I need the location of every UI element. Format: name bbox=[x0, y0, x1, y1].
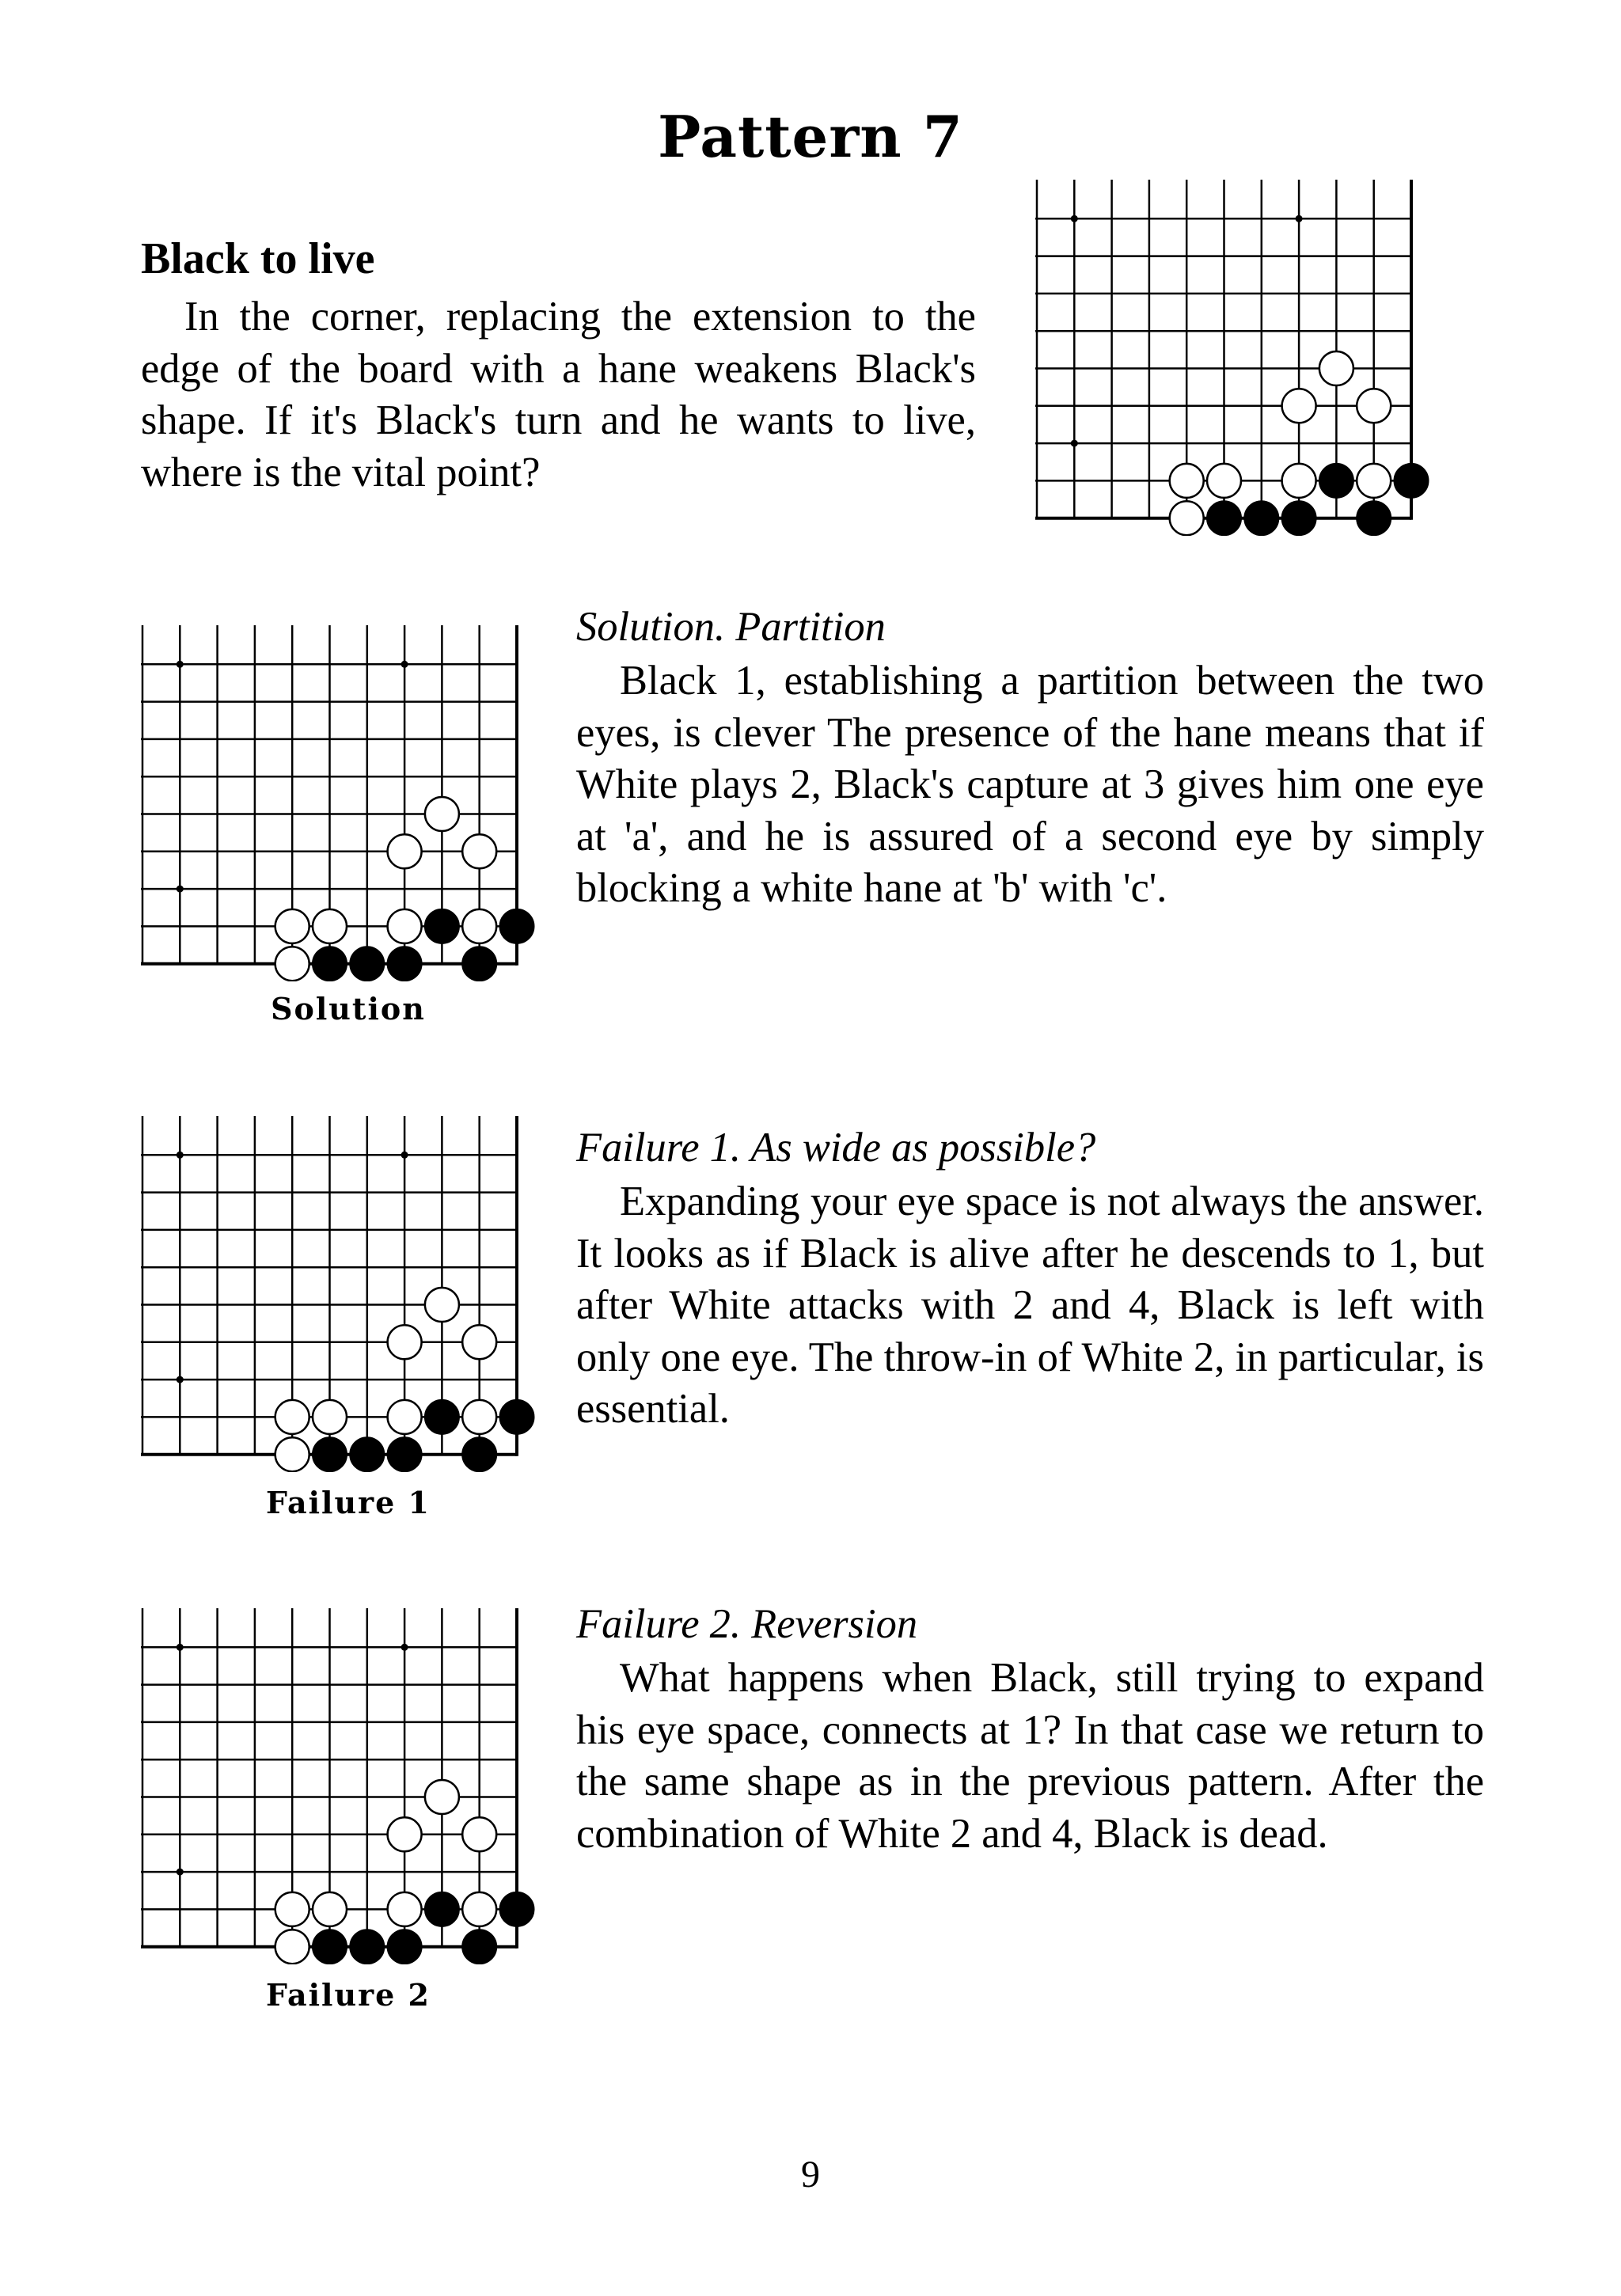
black-stone bbox=[388, 1437, 422, 1471]
go-diagram-failure-2 bbox=[141, 1608, 560, 1964]
black-stone bbox=[500, 1400, 534, 1434]
white-stone bbox=[275, 1437, 309, 1471]
black-stone bbox=[425, 1400, 459, 1434]
star-point bbox=[401, 661, 408, 668]
black-stone bbox=[1357, 501, 1391, 535]
caption-failure-1: Failure 1 bbox=[266, 1485, 431, 1520]
white-stone bbox=[462, 909, 496, 943]
section-text-failure-2: What happens when Black, still trying to expand his eye space, connects at 1? In that case we return to the same shape as in the previous pattern. After the combination of White 2 and 4, Black is dead. bbox=[576, 1655, 1484, 1857]
black-stone bbox=[350, 1437, 384, 1471]
white-stone bbox=[1282, 389, 1316, 423]
black-stone bbox=[425, 1892, 459, 1926]
section-text-failure-1: Expanding your eye space is not always the answer. It looks as if Black is alive after he descends to 1, but after White attacks with 2 and 4, Black is left with only one eye. The throw-in of White 2, in particular, is essential. bbox=[576, 1178, 1484, 1432]
star-point bbox=[177, 661, 184, 668]
star-point bbox=[401, 1644, 408, 1651]
go-diagram-problem bbox=[1035, 180, 1455, 536]
star-point bbox=[177, 1644, 184, 1651]
caption-solution: Solution bbox=[271, 991, 426, 1027]
star-point bbox=[1071, 440, 1078, 447]
black-stone bbox=[500, 909, 534, 943]
black-stone bbox=[425, 909, 459, 943]
black-stone bbox=[1207, 501, 1241, 535]
page-number: 9 bbox=[801, 2154, 820, 2195]
problem-text: In the corner, replacing the extension to the edge of the board with a hane weakens Black's shape. If it's Black's turn and he wants to live, where is the vital point? bbox=[141, 294, 976, 495]
black-stone bbox=[350, 1930, 384, 1964]
white-stone bbox=[1207, 464, 1241, 498]
white-stone bbox=[1170, 501, 1204, 535]
go-diagram-failure-1 bbox=[141, 1116, 560, 1472]
white-stone bbox=[275, 1930, 309, 1964]
white-stone bbox=[425, 1288, 459, 1322]
white-stone bbox=[275, 1400, 309, 1434]
star-point bbox=[177, 1376, 184, 1383]
black-stone bbox=[500, 1892, 534, 1926]
white-stone bbox=[275, 947, 309, 981]
white-stone bbox=[388, 1817, 422, 1851]
star-point bbox=[177, 1869, 184, 1876]
white-stone bbox=[313, 1400, 347, 1434]
black-stone bbox=[350, 947, 384, 981]
problem-heading: Black to live bbox=[141, 234, 375, 283]
black-stone bbox=[388, 947, 422, 981]
black-stone bbox=[1282, 501, 1316, 535]
white-stone bbox=[1319, 351, 1353, 385]
star-point bbox=[401, 1152, 408, 1159]
black-stone bbox=[1319, 464, 1353, 498]
caption-failure-2: Failure 2 bbox=[266, 1977, 431, 2013]
star-point bbox=[177, 1152, 184, 1159]
white-stone bbox=[1357, 464, 1391, 498]
white-stone bbox=[275, 1892, 309, 1926]
white-stone bbox=[425, 797, 459, 831]
black-stone bbox=[313, 947, 347, 981]
white-stone bbox=[462, 1400, 496, 1434]
star-point bbox=[1071, 215, 1078, 222]
black-stone bbox=[462, 1437, 496, 1471]
black-stone bbox=[388, 1930, 422, 1964]
white-stone bbox=[1357, 389, 1391, 423]
white-stone bbox=[388, 909, 422, 943]
section-text-solution: Black 1, establishing a partition between the two eyes, is clever The presence of the hane means that if White plays 2, Black's capture at 3 gives him one eye at 'a', and he is assured of a second eye by simply blocking a white hane at 'b' with 'c'. bbox=[576, 658, 1484, 911]
white-stone bbox=[462, 1892, 496, 1926]
black-stone bbox=[462, 1930, 496, 1964]
white-stone bbox=[313, 1892, 347, 1926]
section-title-solution: Solution. Partition bbox=[576, 604, 886, 650]
white-stone bbox=[388, 1325, 422, 1359]
white-stone bbox=[425, 1780, 459, 1814]
section-title-failure-2: Failure 2. Reversion bbox=[576, 1601, 918, 1647]
white-stone bbox=[462, 1817, 496, 1851]
black-stone bbox=[1244, 501, 1278, 535]
white-stone bbox=[388, 834, 422, 868]
star-point bbox=[1296, 215, 1303, 222]
white-stone bbox=[388, 1400, 422, 1434]
black-stone bbox=[313, 1930, 347, 1964]
section-title-failure-1: Failure 1. As wide as possible? bbox=[576, 1125, 1096, 1171]
black-stone bbox=[313, 1437, 347, 1471]
white-stone bbox=[388, 1892, 422, 1926]
black-stone bbox=[462, 947, 496, 981]
white-stone bbox=[1170, 464, 1204, 498]
white-stone bbox=[313, 909, 347, 943]
page-title: Pattern 7 bbox=[658, 103, 963, 170]
black-stone bbox=[1395, 464, 1429, 498]
white-stone bbox=[1282, 464, 1316, 498]
go-diagram-solution bbox=[141, 625, 560, 981]
white-stone bbox=[462, 1325, 496, 1359]
white-stone bbox=[462, 834, 496, 868]
white-stone bbox=[275, 909, 309, 943]
star-point bbox=[177, 886, 184, 893]
